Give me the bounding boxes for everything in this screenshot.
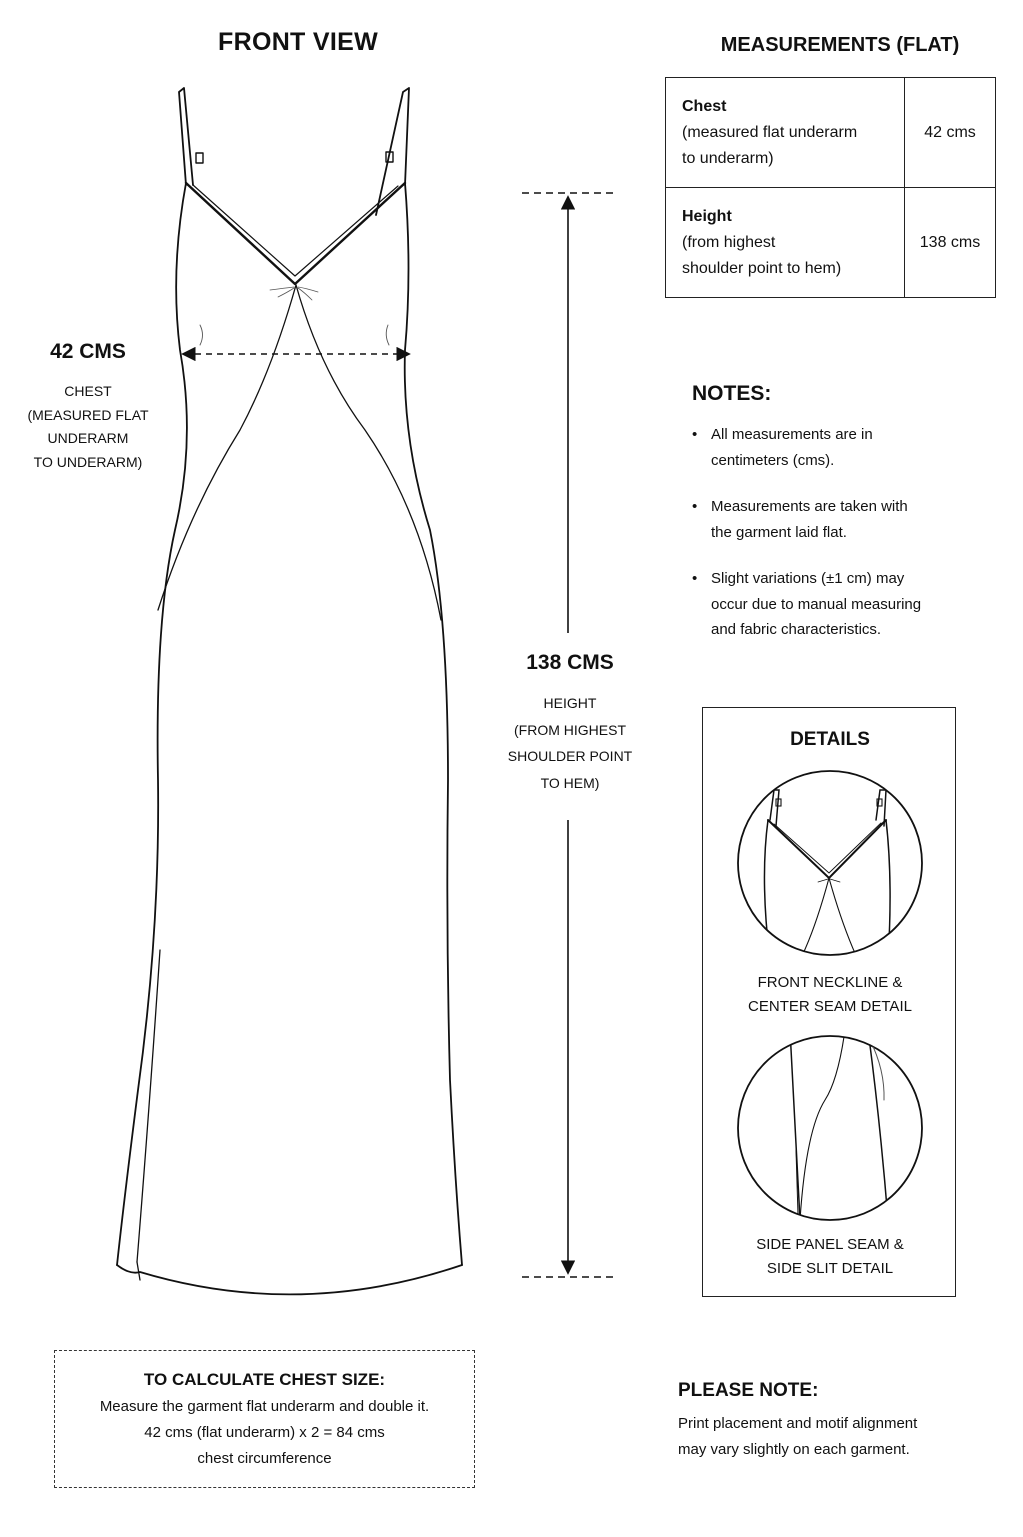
chest-dimension-line: UNDERARM xyxy=(47,430,129,446)
chest-dimension-value: 42 CMS xyxy=(50,340,126,363)
note-line: the garment laid flat. xyxy=(711,523,847,541)
calculation-line: Measure the garment flat underarm and double it. xyxy=(99,1398,430,1415)
measurements-title: MEASUREMENTS (FLAT) xyxy=(720,34,960,56)
height-value: 138 cms xyxy=(905,188,996,298)
note-line: and fabric characteristics. xyxy=(711,621,882,638)
please-note-line: may vary slightly on each garment. xyxy=(678,1440,910,1458)
note-line: occur due to manual measuring xyxy=(711,595,922,613)
table-row xyxy=(666,188,996,298)
chest-dimension-line: CHEST xyxy=(64,383,112,399)
note-item xyxy=(692,422,992,473)
height-dimension-value: 138 CMS xyxy=(526,651,614,674)
chest-value: 42 cms xyxy=(905,78,996,188)
chest-dimension-line: TO UNDERARM) xyxy=(33,453,143,470)
caption-line: SIDE SLIT DETAIL xyxy=(766,1260,894,1277)
chest-dimension-line: (MEASURED FLAT xyxy=(27,406,149,423)
dress-front-sketch xyxy=(117,88,462,1294)
height-dimension-line: HEIGHT xyxy=(543,695,597,711)
chest-description-line: to underarm) xyxy=(682,149,774,167)
height-dimension-line: SHOULDER POINT xyxy=(507,748,633,764)
please-note-line: Print placement and motif alignment xyxy=(678,1415,918,1432)
chest-label: Chest xyxy=(682,97,727,115)
calculation-title: TO CALCULATE CHEST SIZE: xyxy=(143,1370,386,1389)
side-slit-detail-caption xyxy=(702,1233,958,1281)
height-dimension-line: TO HEM) xyxy=(540,774,600,791)
height-description-line: shoulder point to hem) xyxy=(682,259,842,277)
please-note-title: PLEASE NOTE: xyxy=(678,1380,819,1401)
note-item xyxy=(692,566,992,643)
details-title: DETAILS xyxy=(790,729,870,750)
notes-list xyxy=(692,422,992,664)
chest-dimension-label xyxy=(18,380,158,474)
caption-line: CENTER SEAM DETAIL xyxy=(748,998,912,1015)
chest-description-line: (measured flat underarm xyxy=(682,123,858,141)
neckline-detail-caption xyxy=(702,971,958,1019)
height-label: Height xyxy=(682,207,732,225)
height-label-cell xyxy=(666,188,905,298)
caption-line: SIDE PANEL SEAM & xyxy=(756,1236,904,1253)
calculation-line: 42 cms (flat underarm) x 2 = 84 cms xyxy=(144,1424,385,1441)
chest-label-cell xyxy=(666,78,905,188)
height-description-line: (from highest xyxy=(682,233,776,251)
note-line: centimeters (cms). xyxy=(711,451,835,469)
note-line: • Slight variations (±1 cm) may xyxy=(711,570,905,587)
calculation-line: chest circumference xyxy=(197,1450,332,1467)
please-note-text xyxy=(678,1411,968,1462)
height-dimension-line: (FROM HIGHEST xyxy=(514,721,626,738)
table-row xyxy=(666,78,996,188)
measurements-table xyxy=(665,77,996,298)
front-view-title: FRONT VIEW xyxy=(218,28,378,56)
notes-title: NOTES: xyxy=(692,382,772,405)
note-line: • All measurements are in xyxy=(711,426,873,443)
note-line: • Measurements are taken with xyxy=(711,498,908,515)
height-dimension-label xyxy=(488,690,652,796)
note-item xyxy=(692,494,992,545)
caption-line: FRONT NECKLINE & xyxy=(757,974,903,991)
